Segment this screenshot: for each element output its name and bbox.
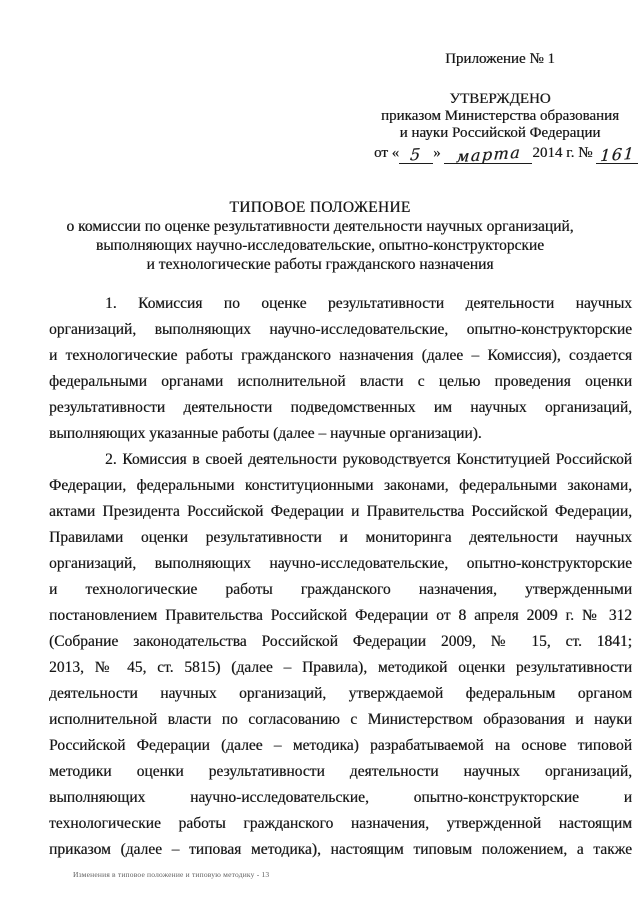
date-year-label: 2014 г. № — [532, 145, 593, 161]
body-line: федеральными органами исполнительной власти с целью проведения оценки — [49, 373, 632, 390]
document-subtitle-line: о комиссии по оценке результативности деятельности научных организаций, — [66, 218, 574, 235]
body-line: организаций, выполняющих научно-исследовательские, опытно-конструкторские — [49, 555, 632, 572]
paragraph-1 — [49, 291, 632, 447]
body-line: результативности деятельности подведомственных им научных организаций, — [49, 399, 632, 416]
handwritten-order-number: 161 — [599, 143, 636, 166]
approval-date-line — [374, 142, 636, 167]
approval-by-line-1: приказом Министерства образования — [381, 108, 619, 124]
body-line: актами Президента Российской Федерации и Правительства Российской Федерации, — [49, 503, 632, 520]
body-line: (Собрание законодательства Российской Федерации 2009, № 15, ст. 1841; — [49, 633, 632, 650]
body-line: 1. Комиссия по оценке результативности деятельности научных — [105, 295, 632, 312]
handwritten-day: 5 — [409, 144, 423, 165]
handwritten-month: марта — [455, 142, 522, 167]
handwritten-day-blank — [399, 144, 433, 165]
body-line: Правилами оценки результативности и мониторинга деятельности научных — [49, 529, 632, 546]
handwritten-month-blank — [444, 142, 532, 167]
approval-block — [374, 91, 636, 167]
body-line: организаций, выполняющих научно-исследовательские, опытно-конструкторские — [49, 321, 632, 338]
body-line: методики оценки результативности деятельности научных организаций, — [49, 763, 632, 780]
body-line: приказом (далее – типовая методика), настоящим типовым положением, а также — [49, 841, 632, 858]
body-line: постановлением Правительства Российской Федерации от 8 апреля 2009 г. № 312 — [49, 607, 632, 624]
handwritten-order-number-blank — [596, 143, 638, 166]
date-quote-close: » — [433, 145, 441, 161]
body-line: 2. Комиссия в своей деятельности руководствуется Конституцией Российской — [105, 451, 632, 468]
footer-note: Изменения в типовое положение и типовую методику - 13 — [73, 870, 270, 879]
title-block — [0, 198, 640, 274]
body-line: и технологические работы гражданского назначения (далее – Комиссия), создается — [49, 347, 632, 364]
document-body — [0, 291, 640, 863]
body-line: исполнительной власти по согласованию с Министерством образования и науки — [49, 711, 632, 728]
appendix-label: Приложение № 1 — [445, 51, 555, 67]
body-line: и технологические работы гражданского назначения, утвержденными — [49, 581, 632, 598]
paragraph-2 — [49, 447, 632, 863]
approval-by-line-2: и науки Российской Федерации — [399, 125, 601, 141]
body-line: выполняющих научно-исследовательские, опытно-конструкторские и — [49, 789, 632, 806]
body-line: технологические работы гражданского назначения, утвержденной настоящим — [49, 815, 632, 832]
approval-stamp: УТВЕРЖДЕНО — [449, 91, 551, 107]
date-prefix: от « — [374, 145, 400, 161]
document-subtitle-line: и технологические работы гражданского назначения — [146, 256, 494, 273]
body-line: Российской Федерации (далее – методика) разрабатываемой на основе типовой — [49, 737, 632, 754]
body-line: 2013, № 45, ст. 5815) (далее – Правила), методикой оценки результативности — [49, 659, 632, 676]
document-subtitle-line: выполняющих научно-исследовательские, опытно-конструкторские — [95, 237, 545, 254]
body-line: Федерации, федеральными конституционными законами, федеральными законами, — [49, 477, 632, 494]
body-line: деятельности научных организаций, утверждаемой федеральным органом — [49, 685, 632, 702]
document-title: ТИПОВОЕ ПОЛОЖЕНИЕ — [229, 199, 411, 216]
body-line: выполняющих указанные работы (далее – научные организации). — [49, 425, 482, 442]
